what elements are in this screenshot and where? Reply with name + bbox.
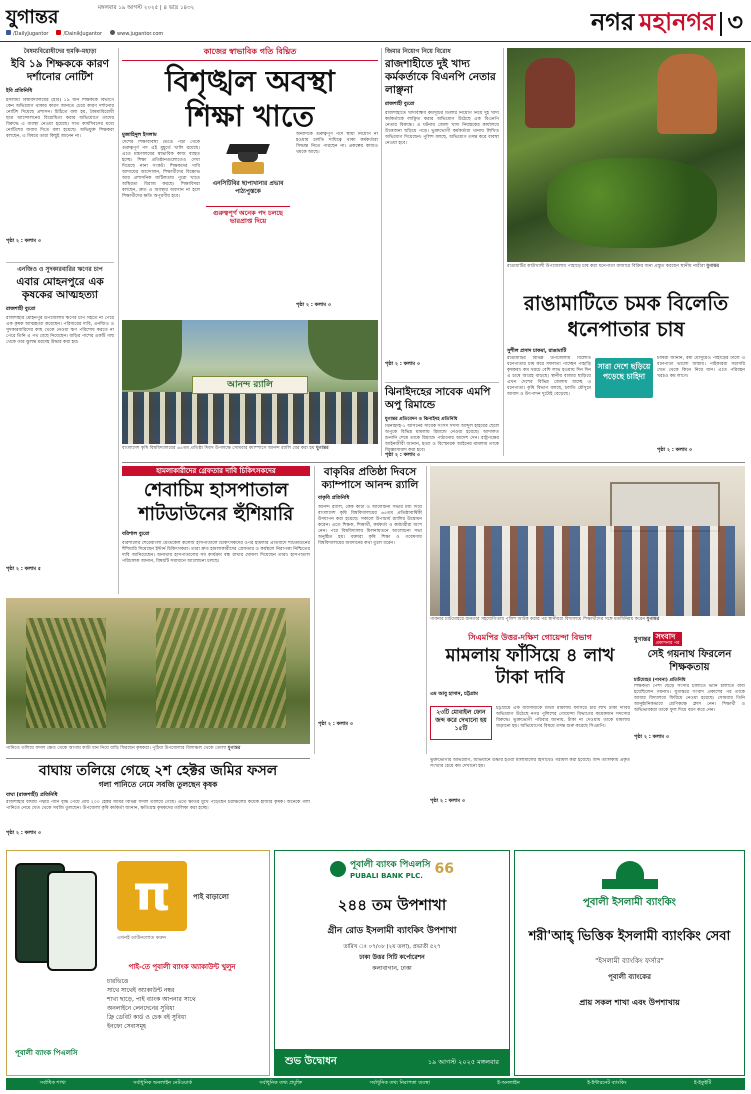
story-body: আনন্দ র‌্যালি, কেক কাটা ও আলোচনা সভার মধ্য দিয়ে বাংলাদেশ কৃষি বিশ্ববিদ্যালয়ের ৬৫তম প্রতিষ্ঠাবার্ষিকী উদযাপন করা হয়েছে। সকালে উপাচার্য র‌্যালির উদ্বোধন করেন। এতে শিক্ষক, শিক্ষার্থী, কর্মকর্তা ও কর্মচারীরা অংশ নেন। পরে বিশ্ববিদ্যালয় মিলনায়তনে আলোচনা সভা অনুষ্ঠিত হয়। বক্তারা কৃষি শিক্ষা ও গবেষণায় বিশ্ববিদ্যালয়ের অবদানের কথা তুলে ধরেন। bbox=[318, 505, 422, 546]
ad-headline: পাই-তে পূবালী ব্যাংক অ্যাকাউন্ট খুলুন bbox=[128, 963, 236, 971]
story-byline: চাটমোহর (পাবনা) প্রতিনিধি bbox=[634, 678, 686, 683]
story-body-continued: চাষিরা জানান, বর্ষা মৌসুমেও পাহাড়ের ঢালে এ ধনেপাতা ভালো জন্মায়। পাইকাররা সরাসরি খেত থেকে কিনে নিয়ে যান। এতে পরিবহন খরচও কম লাগে। bbox=[657, 356, 745, 379]
facebook-icon bbox=[6, 30, 11, 35]
graphic-caption: গুরুত্বপূর্ণ অনেক পদ চলছে ভারপ্রাপ্ত দিয়ে bbox=[206, 206, 290, 225]
story-headline: ইবি ১৯ শিক্ষককে কারণ দর্শানোর নোটিশ bbox=[10, 58, 110, 83]
islamic-footer: প্রায় সকল শাখা এবং উপশাখায় bbox=[579, 998, 680, 1007]
bank-name-en: PUBALI BANK PLC. bbox=[350, 872, 423, 880]
section-divider bbox=[720, 12, 722, 36]
story-body: ইসলামী বিশ্ববিদ্যালয়ের (ইবি) ১৯ জন শিক্ষককে বিভাগে কেন অভিযোগ থাকার কারণ জানতে চেয়ে কারণ দর্শানোর নোটিশ দিয়েছে প্রশাসন। চিঠিতে বলা হয়, বৈষম্যবিরোধী ছাত্র আন্দোলনের বিরোধিতা করার অভিযোগে তাদের বিরুদ্ধে এ ব্যবস্থা নেওয়া হয়েছে। সাত কার্যদিবসের মধ্যে নোটিশের জবাব দিতে বলা হয়েছে। অভিযুক্ত শিক্ষকরা বলছেন, এ বিষয়ে তারা কিছুই জানেন না। bbox=[6, 98, 114, 139]
graphic-label: এনসিটিবির ছাপাখানার প্রভাব পাঠ্যপুস্তকে bbox=[212, 180, 284, 195]
islamic-sub: পূবালী ব্যাংকের bbox=[608, 973, 651, 981]
bottom-strip bbox=[6, 1078, 745, 1090]
globe-icon bbox=[110, 30, 115, 35]
photo-caption: বাংলাদেশ কৃষি বিশ্ববিদ্যালয়ের ৬৫তম প্রতিষ্ঠা দিবস উপলক্ষে সোমবার ক্যাম্পাসে আনন্দ র‌্যালি বের করা হয় যুগান্তর bbox=[122, 446, 329, 451]
story-kicker: সিএমপির উত্তর-দক্ষিণ গোয়েন্দা বিভাগ bbox=[468, 633, 592, 642]
story-byline: রাজশাহী ব্যুরো bbox=[6, 306, 36, 312]
social-links bbox=[6, 30, 163, 37]
ad-app[interactable] bbox=[6, 850, 270, 1076]
section-title-b: মহানগর bbox=[639, 8, 716, 36]
story-body: শিক্ষকতা পেশা ছেড়ে সংসার চালাতে ভ্যান চালাতে বাধ্য হয়েছিলেন গয়নাথ। যুগান্তরে সংবাদ প্রকাশের পর তাকে আবার বিদ্যালয়ে ফিরিয়ে নেওয়া হয়েছে। সোমবার তিনি আনুষ্ঠানিকভাবে শ্রেণিকক্ষে ক্লাস নেন। শিক্ষার্থী ও অভিভাবকরা তাকে ফুল দিয়ে বরণ করে নেন। bbox=[634, 684, 745, 713]
story-headline: সেই গয়নাথ ফিরলেন শিক্ষকতায় bbox=[647, 649, 732, 673]
strip-item: সর্বাধিক শাখা bbox=[39, 1080, 66, 1086]
story-body: রাজশাহীর মোহনপুর উপজেলায় ঋণের চাপ সইতে না পেরে এক কৃষক আত্মহত্যা করেছেন। পরিবারের দাবি, এনজিও ও সুদকারবারিদের কাছ থেকে নেওয়া ঋণ পরিশোধ করতে না পেরে তিনি এ পথ বেছে নিয়েছেন। বাড়ির পাশের একটি গাছ থেকে তার ঝুলন্ত মরদেহ উদ্ধার করা হয়। bbox=[6, 316, 114, 345]
ad-logo: পূবালী ব্যাংক পিএলসি bbox=[15, 1049, 78, 1057]
leaves-shape bbox=[547, 158, 717, 248]
classroom-photo bbox=[430, 466, 745, 616]
person-shape bbox=[525, 58, 575, 128]
masthead-date: মঙ্গলবার ১৯ আগস্ট ২০২৫ | ৪ ভাদ্র ১৪৩২ bbox=[98, 5, 195, 11]
islamic-brand: পূবালী ইসলামী ব্যাংকিং bbox=[583, 897, 676, 908]
youtube-link[interactable]: /DainikJugantor bbox=[56, 30, 102, 37]
crowd-shape bbox=[122, 392, 378, 444]
feature-item: সাথে সাথেই অ্যাকাউন্ট নম্বর bbox=[107, 987, 175, 994]
photo-caption: রাঙামাটির কাউখালী উপজেলায় পাহাড়ে চাষ করা ধনেপাতা বাজারে বিক্রির জন্য প্রস্তুত করছেন স্থানীয় নারীরা যুগান্তর bbox=[507, 264, 720, 269]
newspaper-logo: যুগান্তর bbox=[6, 6, 59, 28]
left-mid-story bbox=[6, 266, 114, 588]
islamic-quote: "ইসলামী ব্যাংকিং ফর্সার" bbox=[595, 957, 664, 965]
feature-item: ইনফো সেবাসমূহ bbox=[107, 1023, 147, 1030]
anniversary-badge: 66 bbox=[434, 860, 454, 877]
masthead bbox=[0, 0, 751, 42]
date-en: মঙ্গলবার ১৯ আগস্ট ২০২৫ bbox=[98, 5, 159, 11]
opening-date: ১৯ আগস্ট ২০২৫ মঙ্গলবার bbox=[427, 1057, 499, 1066]
mosque-icon bbox=[602, 861, 658, 891]
story-body: চট্টগ্রামে এক ব্যবসায়ীকে মিথ্যা মামলায় ফাঁসিয়ে চার লাখ টাকা দাবির অভিযোগ উঠেছে নগর পুলিশের গোয়েন্দা বিভাগের কয়েকজন সদস্যের বিরুদ্ধে। ভুক্তভোগী পরিবার জানায়, টাকা না দেওয়ায় তাকে মামলায় জড়ানো হয়। অভিযোগের বিষয়ে তদন্ত শুরু করেছে সিএমপি। bbox=[496, 706, 630, 729]
followup-story bbox=[634, 632, 745, 756]
branch-date: তারিখ ঃ ০৭/০৮ (২য় তলা), প্রভাতী ৫২৭ bbox=[343, 944, 441, 950]
feature-item: ফ্রি ডেবিট কার্ড ও চেক বই সুবিধা bbox=[107, 1014, 186, 1021]
rangamati-body bbox=[507, 348, 745, 458]
website-link[interactable]: www.jugantor.com bbox=[110, 30, 163, 37]
story-body-continued: অন্যদিকে গুরুত্বপূর্ণ পদে স্থায়ী নিয়োগ না হওয়ায় চলতি দায়িত্বে থাকা কর্মকর্তারা সিদ্ধান্ত নিতে পারছেন না। প্রকল্পের কাজও থমকে আছে। bbox=[296, 132, 378, 155]
phone-shape bbox=[47, 871, 97, 971]
story-headline: ঝিনাইদহের সাবেক এমপি অপু রিমান্ডে bbox=[385, 386, 491, 411]
rangamati-headline-line-2: ধনেপাতার চাষ bbox=[567, 317, 685, 341]
ctg-headline-line-2: টাকা দাবি bbox=[495, 667, 565, 688]
followup-label: যুগান্তর সংবাদ প্রকাশনার পর bbox=[634, 632, 745, 646]
story-headline: বাঘায় তলিয়ে গেছে ২শ হেক্টর জমির ফসল bbox=[38, 763, 278, 779]
story-byline: রাজশাহী ব্যুরো bbox=[385, 101, 415, 107]
tree-shape bbox=[122, 320, 182, 390]
story-kicker: কাজের স্বাভাবিক গতি বিঘ্নিত bbox=[122, 46, 378, 61]
story-column-1 bbox=[122, 132, 200, 310]
story-byline: এম আবু হাসান, চট্টগ্রাম bbox=[430, 691, 478, 697]
story-byline: বাঘা (রাজশাহী) প্রতিনিধি bbox=[6, 792, 58, 798]
continued-label: পৃষ্ঠা ২ : কলাম ৩ bbox=[634, 734, 670, 740]
highlight-box: ২৩টি মোবাইল ফোন জব্দ করে দেখানো হয় ১৫টি bbox=[430, 706, 492, 740]
ad-sub: এখনই ডাউনলোড করুন bbox=[117, 935, 167, 941]
strip-item: ই-অনলাইন bbox=[497, 1080, 520, 1086]
ad-feature-list bbox=[107, 977, 267, 1031]
page-number: ৩ bbox=[727, 8, 743, 36]
continued-label: পৃষ্ঠা ২ : কলাম ৩ bbox=[385, 361, 421, 367]
branch-address: ঢাকা উত্তর সিটি কর্পোরেশন bbox=[359, 954, 425, 961]
story-subheadline: গলা পানিতে নেমে সবজি তুলছেন কৃষক bbox=[98, 780, 218, 789]
left-top-story bbox=[6, 48, 114, 258]
pull-quote: সারা দেশে ছড়িয়ে পড়েছে চাহিদা bbox=[595, 358, 653, 398]
story-headline: বাকৃবির প্রতিষ্ঠা দিবসে ক্যাম্পাসে আনন্দ র‌্যালি bbox=[321, 466, 419, 491]
pi-logo: π bbox=[117, 861, 187, 931]
opening-band bbox=[275, 1049, 509, 1075]
continued-label: পৃষ্ঠা ২ : কলাম ৫ bbox=[6, 566, 42, 572]
ctg-story bbox=[430, 632, 630, 756]
tree-shape bbox=[308, 320, 378, 380]
story-byline: ইবি প্রতিনিধি bbox=[6, 88, 33, 94]
main-headline-line-1: বিশৃঙ্খল অবস্থা bbox=[165, 64, 335, 98]
branch-subtitle: গ্রীন রোড ইসলামী ব্যাংকিং উপশাখা bbox=[327, 926, 457, 936]
coriander-photo bbox=[507, 48, 745, 262]
continued-label: পৃষ্ঠা ২ : কলাম ৩ bbox=[318, 721, 354, 727]
strip-item: সর্বাধুনিক অনলাইন নেটওয়ার্ক bbox=[133, 1080, 192, 1086]
column-rule bbox=[314, 466, 315, 754]
strip-item: সর্বাধুনিক তথ্য প্রযুক্তি bbox=[259, 1080, 303, 1086]
story-kicker: হামলাকারীদের গ্রেফতার দাবি চিকিৎসকদের bbox=[122, 466, 310, 476]
story-body: দেশের শিক্ষাব্যবস্থা ভেঙে পড়া থেকে গুরুত্বপূর্ণ পদ এই মুহূর্তে খালি রয়েছে। এতে মন্ত্রণালয়ের স্বাভাবিক কাজ ব্যাহত হচ্ছে। শিক্ষা প্রতিষ্ঠানগুলোতেও দেখা দিয়েছে নানা সংকট। শিক্ষকদের দাবি আদায়ের আন্দোলন, শিক্ষার্থীদের বিক্ষোভ আর প্রশাসনিক জটিলতায় পুরো খাতে অস্থিরতা বিরাজ করছে। শিক্ষাবিদরা বলছেন, দ্রুত এ অবস্থার অবসান না হলে শিক্ষার্থীদের ক্ষতি অপূরণীয় হবে। bbox=[122, 140, 200, 199]
opening-label: শুভ উদ্বোধন bbox=[285, 1055, 337, 1067]
main-story bbox=[122, 46, 378, 316]
strip-item: সর্বাধুনিক তথ্য নিরাপত্তা ব্যবস্থা bbox=[369, 1080, 430, 1086]
story-body: রাঙামাটির বিভিন্ন উপজেলায় বিলেতি ধনেপাতার চাষ করে সফলতা পাচ্ছেন পাহাড়ি কৃষকরা। কম খরচে বেশি লাভ হওয়ায় দিন দিন এ চাষে আগ্রহ বাড়ছে। স্থানীয় বাজার ছাড়িয়ে এখন দেশের বিভিন্ন জেলায় যাচ্ছে এ ধনেপাতা। কৃষি বিভাগ বলছে, চলতি মৌসুমে আবাদ ও উৎপাদন দুটোই বেড়েছে। bbox=[507, 356, 591, 397]
branch-area: কলাবাগান, ঢাকা bbox=[372, 965, 412, 972]
column-rule bbox=[426, 466, 427, 754]
story-byline: বরিশাল ব্যুরো bbox=[122, 531, 150, 537]
story-body: রাজশাহীতে খাদ্যবান্ধব কর্মসূচির ডিলার নিয়োগ নিয়ে দুই খাদ্য কর্মকর্তাকে লাঞ্ছিত করার অভিযোগ উঠেছে এক বিএনপি নেতার বিরুদ্ধে। এ ঘটনায় জেলা খাদ্য নিয়ন্ত্রকের কার্যালয়ে উত্তেজনা ছড়িয়ে পড়ে। ভুক্তভোগী কর্মকর্তারা থানায় লিখিত অভিযোগ দিয়েছেন। পুলিশ বলছে, অভিযোগ তদন্ত করে ব্যবস্থা নেওয়া হবে। bbox=[385, 111, 499, 146]
photo-caption: পাবনার চাটমোহরে জনতার সহযোগিতায় পুলিশ আটক করার পর স্থানীয়রা বিদ্যালয়ে শিক্ষার্থীদের সঙ্গে মতবিনিময় করেন যুগান্তর bbox=[430, 617, 660, 622]
branch-title: ২৪৪ তম উপশাখা bbox=[337, 896, 447, 914]
facebook-link[interactable]: /DailyJugantor bbox=[6, 30, 48, 37]
bau-story bbox=[318, 466, 422, 756]
story-byline: সুশীল প্রসাদ চাকমা, রাঙামাটি bbox=[507, 348, 567, 354]
story-kicker: এনজিও ও সুদকারবারির ঋণের চাপ bbox=[17, 266, 103, 273]
continued-label: পৃষ্ঠা ২ : কলাম ৩ bbox=[430, 798, 466, 804]
photo-caption: পানিতে তলিয়ে ফসল ক্ষেত থেকে আগাম কাটা ধান নিয়ে বাড়ি ফিরছেন কৃষকরা। পুঠিয়া উপজেলার বিলাঞ্চল থেকে তোলা যুগান্তর bbox=[6, 746, 241, 751]
story-headline: রাজশাহীতে দুই খাদ্য কর্মকর্তাকে বিএনপি নেতার লাঞ্ছনা bbox=[385, 58, 496, 96]
story-byline: যুগান্তর প্রতিবেদন ও ঝিনাইদহ প্রতিনিধি bbox=[385, 417, 458, 422]
story-body: বরিশালের শেরেবাংলা মেডিকেল কলেজ হাসপাতালে চিকিৎসকদের ওপর হামলার প্রতিবাদে শাটডাউনের হুঁশিয়ারি দিয়েছেন ইন্টার্ন চিকিৎসকরা। তারা দ্রুত হামলাকারীদের গ্রেফতার ও কর্মস্থলে নিরাপত্তা নিশ্চিতের দাবি জানিয়েছেন। অন্যথায় হাসপাতালের সব কার্যক্রম বন্ধ রাখার ঘোষণা দিয়েছেন তারা। হাসপাতাল পরিচালক জানান, বিষয়টি সমাধানে আলোচনা চলছে। bbox=[122, 541, 310, 564]
bank-emblem-icon bbox=[330, 861, 346, 877]
story-body: ঝিনাইদহ-১ আসনের সাবেক সংসদ সদস্য আব্দুল হাইয়ের ছেলে অপুকে বিভিন্ন মামলায় রিমান্ডে নেওয়া হয়েছে। আদালত শুনানি শেষে তাকে রিমান্ডে পাঠানোর আদেশ দেন। রাষ্ট্রপক্ষের আইনজীবী জানান, হত্যা ও বিস্ফোরক আইনের মামলায় তাকে জিজ্ঞাসাবাদ করা হবে। bbox=[385, 424, 499, 452]
rangamati-headline-line-1: রাঙামাটিতে চমক বিলেতি bbox=[523, 291, 729, 315]
story-kicker: বৈষম্যবিরোধীদের হুমকি-মহাড়া bbox=[23, 48, 97, 55]
section-title bbox=[591, 4, 743, 44]
ad-islamic-banking[interactable] bbox=[514, 850, 745, 1076]
ad-tagline: পাই বাড়ালো bbox=[193, 893, 229, 901]
bank-name-bn: পূবালী ব্যাংক পিএলসি bbox=[350, 860, 431, 870]
feature-item: শাখা ছাড়ে, পাই ব্যাংক আপনার সাথে bbox=[107, 996, 196, 1003]
continued-label: পৃষ্ঠা ২ : কলাম ৩ bbox=[6, 830, 42, 836]
column-rule bbox=[118, 48, 119, 594]
date-bn: ৪ ভাদ্র ১৪৩২ bbox=[163, 5, 195, 11]
continued-label: পৃষ্ঠা ২ : কলাম ৩ bbox=[296, 302, 332, 308]
story-byline: মুজাহিদুল ইসলাম bbox=[122, 132, 157, 138]
ctg-headline-line-1: মামলায় ফাঁসিয়ে ৪ লাখ bbox=[445, 645, 615, 666]
hospital-headline-line-2: শাটডাউনের হুঁশিয়ারি bbox=[138, 504, 294, 525]
strip-item: ই-ইন্টারনেট ব্যাংকিং bbox=[587, 1080, 627, 1086]
continued-label: পৃষ্ঠা ২ : কলাম ৩ bbox=[6, 238, 42, 244]
crowd-shape bbox=[440, 526, 735, 616]
hospital-headline-line-1: শেবাচিম হাসপাতাল bbox=[143, 480, 289, 501]
islamic-headline: শরী'আহ্ ভিত্তিক ইসলামী ব্যাংকিং সেবা bbox=[528, 929, 731, 944]
story-byline: বাকৃবি প্রতিনিধি bbox=[318, 495, 350, 501]
crop-photo bbox=[6, 598, 310, 744]
story-body-continued: ভুক্তভোগীর অভিযোগ, অভিযানে উদ্ধার হওয়া মালামালের হিসাবেও গরমিল করা হয়েছে। জব্দ তালিকায় প্রকৃত সংখ্যার চেয়ে কম দেখানো হয়। bbox=[430, 758, 630, 769]
story-headline: এবার মোহনপুরে এক কৃষকের আত্মহত্যা bbox=[16, 276, 104, 301]
strip-item: ই-ইকুইটি bbox=[693, 1080, 712, 1086]
youtube-icon bbox=[56, 30, 61, 35]
story-column-2 bbox=[296, 132, 378, 310]
continued-label: পৃষ্ঠা ২ : কলাম ৩ bbox=[657, 447, 693, 453]
section-divider-line bbox=[122, 462, 745, 463]
rally-banner: আনন্দ র‌্যালি bbox=[192, 376, 308, 394]
continued-label: পৃষ্ঠা ২ : কলাম ৩ bbox=[385, 452, 421, 458]
divider bbox=[6, 262, 114, 263]
board-shape bbox=[610, 482, 720, 532]
plant-shape bbox=[26, 618, 106, 728]
rally-photo bbox=[122, 320, 378, 444]
bank-logo-row bbox=[275, 857, 509, 880]
column-rule bbox=[381, 48, 382, 456]
graduation-cap-icon bbox=[224, 136, 272, 176]
ad-pubali-branch[interactable] bbox=[274, 850, 510, 1076]
main-headline-line-2: শিক্ষা খাতে bbox=[185, 99, 315, 133]
story-kicker: জিমার নিয়োগ নিয়ে বিরোধ bbox=[385, 48, 451, 55]
section-title-a: নগর bbox=[590, 8, 635, 36]
jhenaidah-body bbox=[385, 424, 499, 460]
feature-item: চারভিত্তে bbox=[107, 978, 129, 985]
feature-item: অনলাইনে লেনদেনের সুবিধা bbox=[107, 1005, 175, 1012]
person-shape bbox=[657, 54, 717, 134]
ctg-body-continued bbox=[430, 758, 630, 838]
flood-story bbox=[6, 758, 310, 842]
story-body: রাজশাহীর বাঘায় পদ্মার পানি বৃদ্ধি পেয়ে প্রায় ২০০ হেক্টর জমির বিভিন্ন ফসল তলিয়ে গেছে। এতে ক্ষতির মুখে পড়েছেন চরাঞ্চলের কয়েক হাজার কৃষক। অনেকে গলা পানিতে নেমে খেত থেকে সবজি তুলছেন। উপজেলা কৃষি কর্মকর্তা জানান, ক্ষতিগ্রস্ত কৃষকদের তালিকা করা হচ্ছে। bbox=[6, 800, 310, 811]
education-graphic bbox=[206, 132, 290, 252]
plant-shape bbox=[156, 608, 286, 728]
